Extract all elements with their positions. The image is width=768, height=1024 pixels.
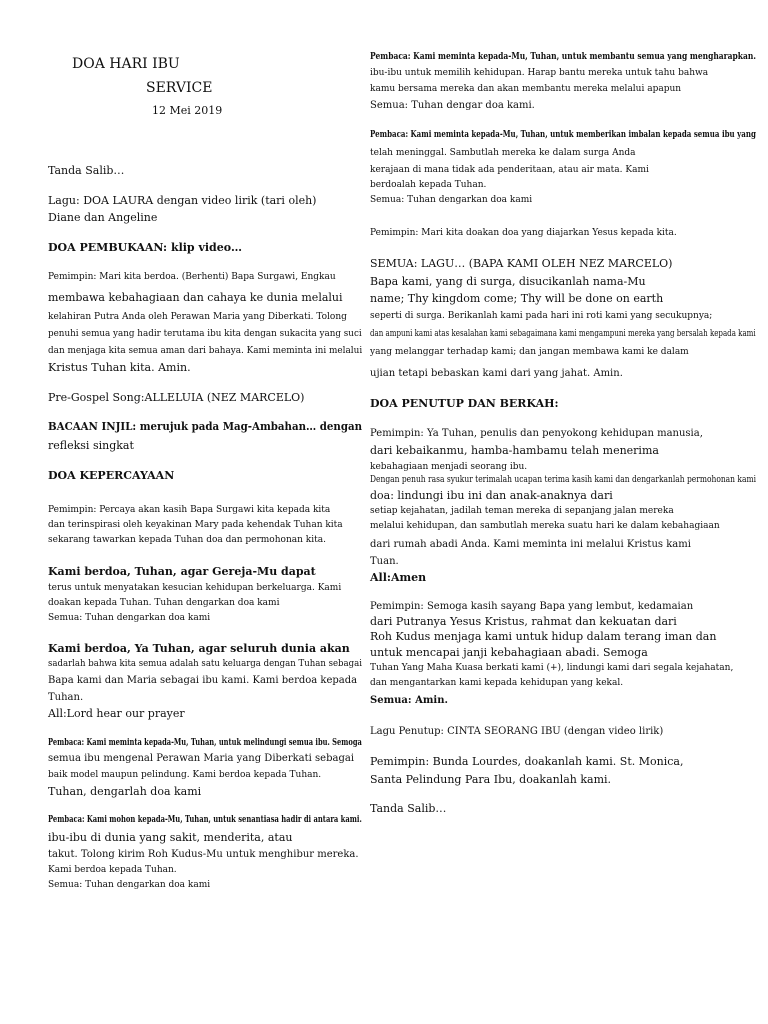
right-text-line: untuk mencapai janji kebahagiaan abadi. Semoga (370, 646, 648, 659)
left-text-line: dan terinspirasi oleh keyakinan Mary pada kehendak Tuhan kita (48, 520, 343, 530)
left-text-line: terus untuk menyatakan kesucian kehidupan berkeluarga. Kami (48, 583, 342, 593)
right-text-line: kamu bersama mereka dan akan membantu mereka melalui apapun (370, 84, 682, 94)
left-text-line: Kami berdoa, Ya Tuhan, agar seluruh dunia akan (48, 642, 350, 655)
right-text-line: Bapa kami, yang di surga, disucikanlah nama-Mu (370, 275, 646, 288)
doc-title-line1: DOA HARI IBU (72, 56, 180, 72)
left-text-line: Semua: Tuhan dengarkan doa kami (48, 613, 211, 623)
left-text-line: kelahiran Putra Anda oleh Perawan Maria yang Diberkati. Tolong (48, 312, 347, 322)
right-text-line: All:Amen (370, 571, 427, 584)
right-text-line: Semua: Tuhan dengarkan doa kami (370, 195, 533, 205)
left-text-line: Kami berdoa kepada Tuhan. (48, 865, 177, 875)
right-text-line: doa: lindungi ibu ini dan anak-anaknya dari (370, 489, 613, 502)
left-text-line: sadarlah bahwa kita semua adalah satu keluarga dengan Tuhan sebagai (48, 659, 362, 669)
left-text-line: Pembaca: Kami meminta kepada-Mu, Tuhan, untuk melindungi semua ibu. Semoga (48, 738, 362, 748)
right-text-line: Lagu Penutup: CINTA SEORANG IBU (dengan video lirik) (370, 726, 664, 737)
right-text-line: seperti di surga. Berikanlah kami pada hari ini roti kami yang secukupnya; (370, 311, 713, 321)
right-text-line: Semua: Tuhan dengar doa kami. (370, 100, 535, 111)
right-text-line: dari Putranya Yesus Kristus, rahmat dan kekuatan dari (370, 615, 677, 628)
right-text-line: melalui kehidupan, dan sambutlah mereka suatu hari ke dalam kebahagiaan (370, 521, 720, 531)
left-text-line: sekarang tawarkan kepada Tuhan doa dan permohonan kita. (48, 535, 326, 545)
right-text-line: kerajaan di mana tidak ada penderitaan, atau air mata. Kami (370, 165, 649, 175)
right-text-line: dan ampuni kami atas kesalahan kami sebagaimana kami mengampuni mereka yang bersalah kepada kami (370, 329, 756, 339)
right-text-line: ujian tetapi bebaskan kami dari yang jahat. Amin. (370, 368, 623, 379)
right-text-line: Pemimpin: Semoga kasih sayang Bapa yang lembut, kedamaian (370, 601, 694, 612)
left-text-line: Tuhan, dengarlah doa kami (48, 785, 202, 798)
left-text-line: Diane dan Angeline (48, 211, 158, 224)
left-text-line: Kristus Tuhan kita. Amin. (48, 361, 191, 374)
left-text-line: takut. Tolong kirim Roh Kudus-Mu untuk menghibur mereka. (48, 849, 359, 860)
left-text-line: doakan kepada Tuhan. Tuhan dengarkan doa kami (48, 598, 280, 608)
right-text-line: yang melanggar terhadap kami; dan jangan membawa kami ke dalam (370, 347, 689, 357)
left-text-line: All:Lord hear our prayer (48, 707, 185, 720)
left-text-line: Semua: Tuhan dengarkan doa kami (48, 880, 211, 890)
left-text-line: Pre-Gospel Song:ALLELUIA (NEZ MARCELO) (48, 391, 305, 404)
left-text-line: Lagu: DOA LAURA dengan video lirik (tari oleh) (48, 194, 317, 207)
left-text-line: baik model maupun pelindung. Kami berdoa kepada Tuhan. (48, 770, 322, 780)
doc-title-line2: SERVICE (146, 80, 213, 96)
left-text-line: penuhi semua yang hadir terutama ibu kita dengan sukacita yang suci (48, 329, 362, 339)
left-text-line: membawa kebahagiaan dan cahaya ke dunia melalui (48, 291, 343, 304)
left-text-line: refleksi singkat (48, 439, 134, 452)
right-text-line: Pemimpin: Ya Tuhan, penulis dan penyokong kehidupan manusia, (370, 428, 703, 439)
right-text-line: Pemimpin: Mari kita doakan doa yang diajarkan Yesus kepada kita. (370, 228, 677, 238)
right-text-line: Dengan penuh rasa syukur terimalah ucapan terima kasih kami dan dengarkanlah permohonan kami (370, 475, 756, 485)
left-text-line: dan menjaga kita semua aman dari bahaya. Kami meminta ini melalui (48, 346, 363, 356)
left-text-line: ibu-ibu di dunia yang sakit, menderita, atau (48, 831, 293, 844)
right-text-line: Pembaca: Kami meminta kepada-Mu, Tuhan, untuk membantu semua yang mengharapkan. (370, 52, 756, 62)
left-text-line: Tanda Salib… (48, 164, 125, 177)
left-text-line: DOA PEMBUKAAN: klip video… (48, 241, 243, 254)
right-text-line: kebahagiaan menjadi seorang ibu. (370, 462, 528, 472)
right-text-line: Pemimpin: Bunda Lourdes, doakanlah kami. St. Monica, (370, 755, 684, 768)
right-text-line: ibu-ibu untuk memilih kehidupan. Harap bantu mereka untuk tahu bahwa (370, 68, 709, 78)
right-text-line: telah meninggal. Sambutlah mereka ke dalam surga Anda (370, 148, 636, 158)
right-text-line: Pembaca: Kami meminta kepada-Mu, Tuhan, untuk memberikan imbalan kepada semua ibu yang (370, 130, 756, 140)
left-text-line: Tuhan. (48, 692, 84, 703)
right-text-line: setiap kejahatan, jadilah teman mereka di sepanjang jalan mereka (370, 506, 674, 516)
right-text-line: Semua: Amin. (370, 695, 448, 706)
left-text-line: Kami berdoa, Tuhan, agar Gereja-Mu dapat (48, 565, 316, 578)
right-text-line: Tuan. (370, 556, 399, 567)
right-text-line: Roh Kudus menjaga kami untuk hidup dalam terang iman dan (370, 630, 717, 643)
left-text-line: DOA KEPERCAYAAN (48, 469, 175, 482)
left-text-line: Bapa kami dan Maria sebagai ibu kami. Kami berdoa kepada (48, 675, 358, 686)
left-text-line: Pembaca: Kami mohon kepada-Mu, Tuhan, untuk senantiasa hadir di antara kami. (48, 815, 362, 825)
right-text-line: berdoalah kepada Tuhan. (370, 180, 487, 190)
left-text-line: BACAAN INJIL: merujuk pada Mag-Ambahan… dengan (48, 420, 363, 433)
right-text-line: dan mengantarkan kami kepada kehidupan yang kekal. (370, 678, 624, 688)
right-text-line: Santa Pelindung Para Ibu, doakanlah kami. (370, 773, 612, 786)
right-text-line: dari kebaikanmu, hamba-hambamu telah menerima (370, 444, 659, 457)
right-text-line: name; Thy kingdom come; Thy will be done on earth (370, 292, 664, 305)
right-text-line: Tuhan Yang Maha Kuasa berkati kami (+), lindungi kami dari segala kejahatan, (370, 663, 734, 673)
right-text-line: DOA PENUTUP DAN BERKAH: (370, 397, 559, 410)
doc-date: 12 Mei 2019 (152, 104, 223, 117)
right-text-line: Tanda Salib… (370, 802, 447, 815)
right-text-line: dari rumah abadi Anda. Kami meminta ini melalui Kristus kami (370, 539, 691, 550)
left-text-line: Pemimpin: Mari kita berdoa. (Berhenti) Bapa Surgawi, Engkau (48, 272, 336, 282)
left-text-line: Pemimpin: Percaya akan kasih Bapa Surgawi kita kepada kita (48, 505, 331, 515)
left-text-line: semua ibu mengenal Perawan Maria yang Diberkati sebagai (48, 753, 355, 764)
right-text-line: SEMUA: LAGU… (BAPA KAMI OLEH NEZ MARCELO) (370, 257, 673, 270)
